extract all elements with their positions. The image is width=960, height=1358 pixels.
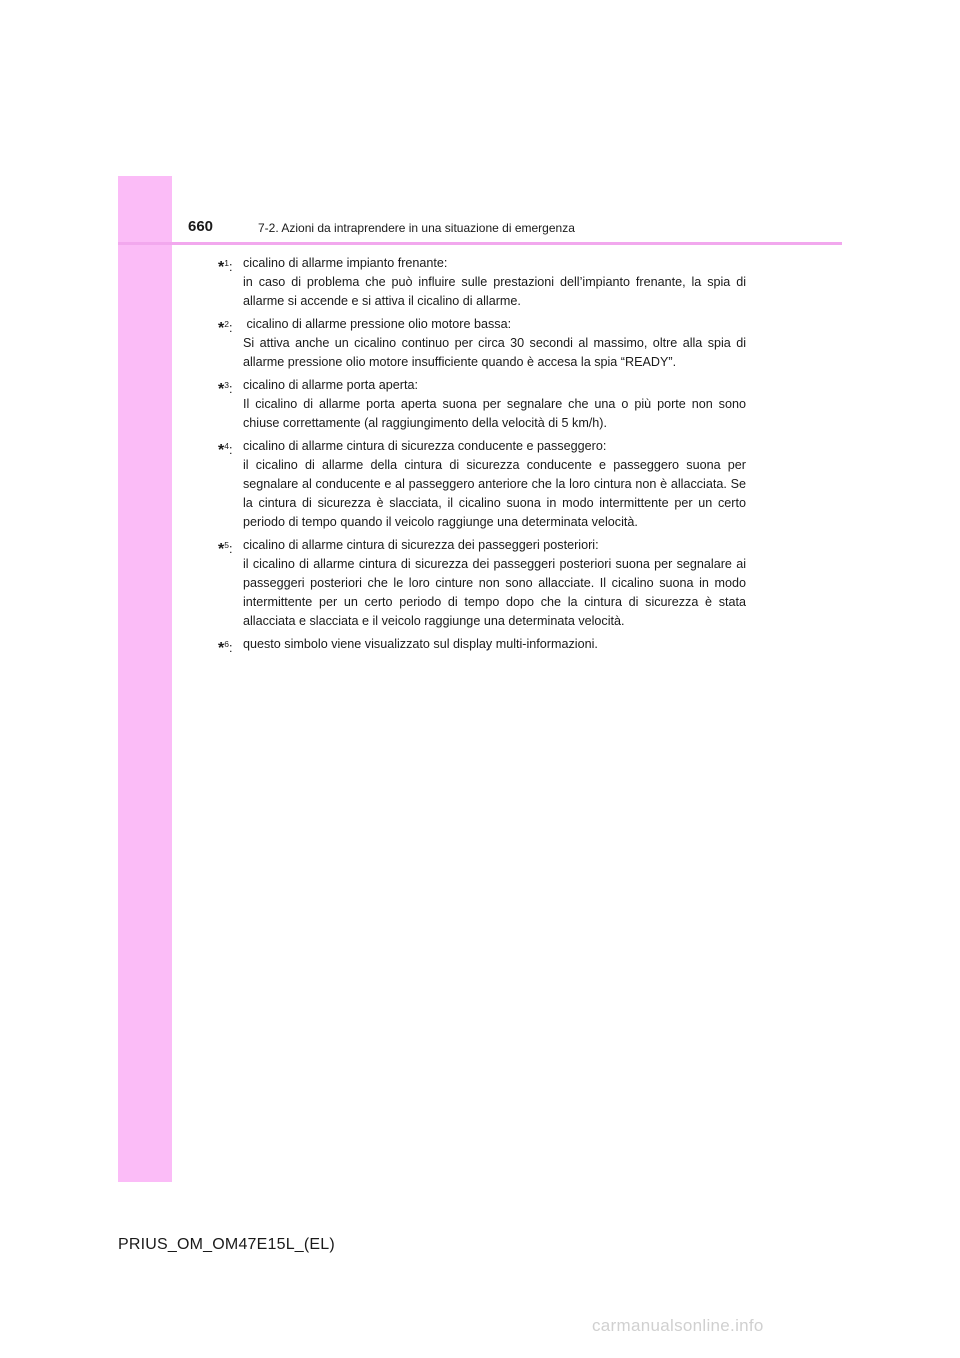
footnote-marker: *$^6$: <box>218 639 233 657</box>
footnote-body: in caso di problema che può influire sulle prestazioni dell’impianto frenante, la spia di allarme si accende e si attiva il cicalino di allarme. <box>243 275 746 308</box>
footnote-item <box>218 315 746 372</box>
footnote-marker: *$^3$: <box>218 380 233 398</box>
footnote-item <box>218 635 746 657</box>
footnote-heading: cicalino di allarme porta aperta: <box>243 378 419 392</box>
footnote-marker: *$^5$: <box>218 540 233 558</box>
footnote-heading: cicalino di allarme cintura di sicurezza dei passeggeri posteriori: <box>243 538 599 552</box>
page-number: 660 <box>188 218 214 235</box>
footnote-heading: cicalino di allarme impianto frenante: <box>243 256 448 270</box>
footnote-heading: cicalino di allarme pressione olio motore bassa: <box>243 317 512 331</box>
footnote-item <box>218 254 746 311</box>
footnote-heading: cicalino di allarme cintura di sicurezza conducente e passeggero: <box>243 439 607 453</box>
footnote-item <box>218 536 746 631</box>
footnote-marker: *$^2$: <box>218 319 233 337</box>
footnote-heading: questo simbolo viene visualizzato sul display multi-informazioni. <box>243 637 598 651</box>
section-title: 7-2. Azioni da intraprendere in una situazione di emergenza <box>258 221 575 235</box>
footnote-body: il cicalino di allarme della cintura di sicurezza conducente e passeggero suona per segnalare al conducente e al passeggero anteriore che la loro cintura non è allacciata. Se la cintura di sicurezza è slacciata, il cicalino suona in modo intermittente per un certo periodo di tempo quando il veicolo raggiunge una determinata velocità. <box>243 458 746 529</box>
footnote-item <box>218 376 746 433</box>
footnote-item <box>218 437 746 532</box>
footnote-marker: *$^4$: <box>218 441 233 459</box>
document-code: PRIUS_OM_OM47E15L_(EL) <box>118 1236 335 1253</box>
side-color-band <box>118 176 172 1182</box>
footnote-marker: *$^1$: <box>218 258 233 276</box>
footnote-body: il cicalino di allarme cintura di sicurezza dei passeggeri posteriori suona per segnalare ai passeggeri posteriori che le loro cinture non sono allacciate. Il cicalino suona in modo intermittente per un certo periodo di tempo dopo che la cintura di sicurezza è stata allacciata e slacciata e il veicolo raggiunge una determinata velocità. <box>243 557 746 628</box>
header-rule <box>118 242 842 245</box>
footnote-list <box>218 254 746 658</box>
footnote-body: Il cicalino di allarme porta aperta suona per segnalare che una o più porte non sono chiuse correttamente (al raggiungimento della velocità di 5 km/h). <box>243 397 746 430</box>
watermark-text: carmanualsonline.info <box>592 1316 764 1335</box>
footnote-body: Si attiva anche un cicalino continuo per circa 30 secondi al massimo, oltre alla spia di allarme pressione olio motore insufficiente quando è accesa la spia “READY”. <box>243 336 746 369</box>
